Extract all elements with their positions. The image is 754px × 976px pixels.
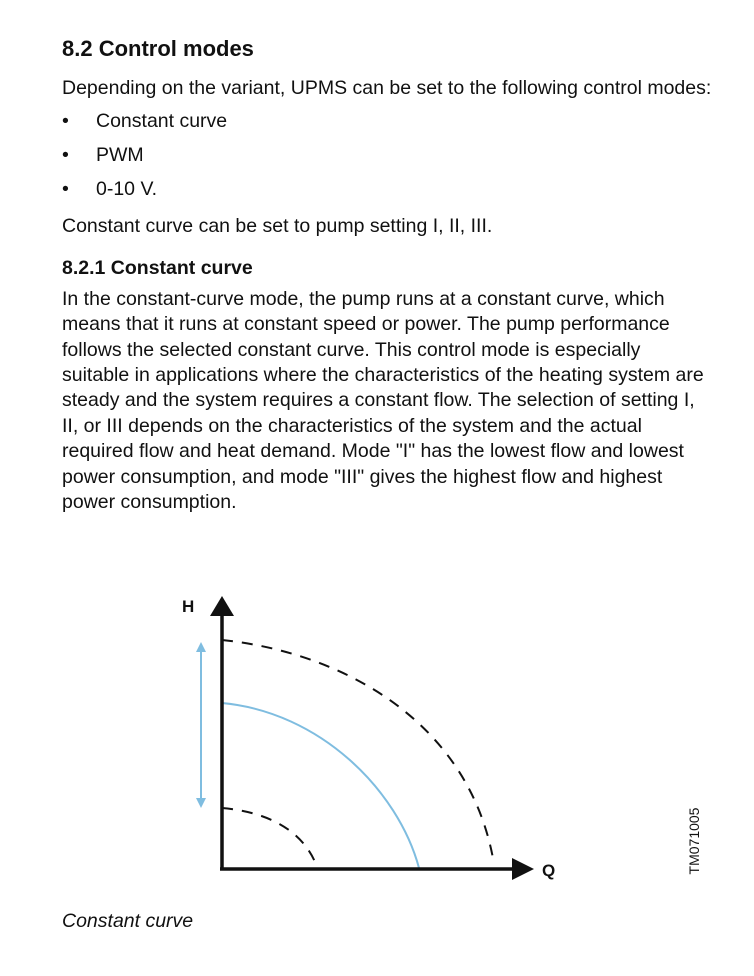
section-intro: Depending on the variant, UPMS can be set to the following control modes:	[62, 77, 712, 99]
y-axis-label: H	[182, 597, 195, 616]
x-axis-label: Q	[542, 861, 556, 880]
bullet-icon: •	[62, 178, 69, 201]
x-axis	[220, 858, 534, 880]
list-item	[62, 177, 712, 211]
x-axis-arrow-icon	[512, 858, 534, 880]
section-note: Constant curve can be set to pump setting I, II, III.	[62, 215, 493, 238]
control-modes-list	[62, 109, 712, 211]
setting-range-arrow	[196, 642, 206, 808]
figure-caption: Constant curve	[62, 910, 194, 932]
list-item	[62, 109, 712, 143]
y-axis-arrow-icon	[210, 596, 234, 616]
list-item-label: Constant curve	[96, 110, 228, 133]
bullet-icon: •	[62, 110, 69, 133]
figure-code-text: TM071005	[686, 807, 702, 875]
section-title: 8.2 Control modes	[62, 36, 254, 61]
list-item	[62, 143, 712, 177]
figure-code	[684, 800, 704, 882]
max-curve-dashed	[222, 640, 494, 864]
document-page	[62, 34, 712, 515]
min-curve-dashed	[222, 808, 315, 862]
list-item-label: PWM	[96, 144, 144, 167]
bullet-icon: •	[62, 144, 69, 167]
subsection-body: In the constant-curve mode, the pump runs at a constant curve, which means that it runs at constant speed or power. The pump performance follows the selected constant curve. This control mode is especially suitable in applications where the characteristics of the heating system are steady and the system requires a constant flow. The selection of setting I, II, or III depends on the characteristics of the system and the actual required flow and heat demand. Mode "I" has the lowest flow and lowest power consumption, and mode "III" gives the highest flow and highest power consumption.	[62, 287, 704, 514]
subsection-title: 8.2.1 Constant curve	[62, 256, 253, 279]
list-item-label: 0-10 V.	[96, 178, 158, 201]
y-axis	[210, 596, 234, 870]
constant-curve-line	[222, 703, 419, 868]
